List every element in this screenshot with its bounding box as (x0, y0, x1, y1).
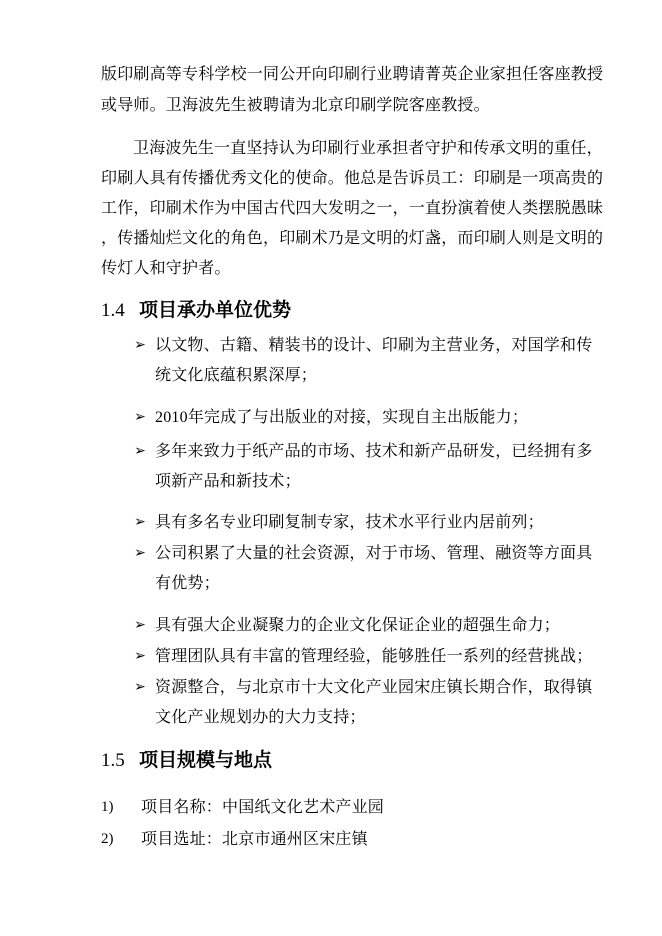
paragraph2-line-2: 印刷人具有传播优秀文化的使命。他总是告诉员工：印刷是一项高贵的 (101, 168, 604, 187)
bullet-8-line-2: 文化产业规划办的大力支持； (155, 707, 366, 726)
project-name-line: 项目名称：中国纸文化艺术产业园 (141, 797, 385, 816)
project-location-line: 项目选址：北京市通州区宋庄镇 (141, 829, 368, 848)
bullet-arrow-icon: ➢ (134, 648, 146, 664)
list-marker: 1) (101, 799, 114, 815)
section-title: 项目规模与地点 (139, 749, 273, 771)
intro-line-2: 或导师。卫海波先生被聘请为北京印刷学院客座教授。 (101, 95, 490, 114)
bullet-2-text: 年完成了与出版业的对接，实现自主出版能力； (187, 407, 529, 426)
paragraph2-line-5: 传灯人和守护者。 (101, 258, 231, 277)
intro-line-1: 版印刷高等专科学校一同公开向印刷行业聘请菁英企业家担任客座教授 (101, 64, 604, 83)
bullet-7-line-1: 管理团队具有丰富的管理经验，能够胜任一系列的经营挑战； (155, 646, 593, 665)
bullet-5-line-1: 公司积累了大量的社会资源，对于市场、管理、融资等方面具 (155, 543, 593, 562)
list-marker: 2) (101, 831, 114, 847)
section-title: 项目承办单位优势 (139, 299, 292, 321)
bullet-4-line-1: 具有多名专业印刷复制专家，技术水平行业内居前列； (155, 512, 544, 531)
bullet-1-line-1: 以文物、古籍、精装书的设计、印刷为主营业务，对国学和传 (155, 335, 593, 354)
bullet-arrow-icon: ➢ (134, 409, 146, 425)
section-heading-1-4 (101, 298, 291, 323)
bullet-arrow-icon: ➢ (134, 514, 146, 530)
bullet-8-line-1: 资源整合，与北京市十大文化产业园宋庄镇长期合作，取得镇 (155, 677, 593, 696)
bullet-2-line-1 (155, 407, 528, 428)
paragraph2-line-1: 卫海波先生一直坚持认为印刷行业承担者守护和传承文明的重任， (133, 138, 603, 157)
bullet-6-line-1: 具有强大企业凝聚力的企业文化保证企业的超强生命力； (155, 615, 561, 634)
bullet-2-year: 2010 (155, 409, 188, 426)
section-number: 1.5 (101, 750, 125, 771)
bullet-3-line-2: 项新产品和新技术； (155, 471, 301, 490)
paragraph2-line-4: ，传播灿烂文化的角色，印刷术乃是文明的灯盏，而印刷人则是文明的 (101, 228, 604, 247)
section-number: 1.4 (101, 300, 125, 321)
bullet-arrow-icon: ➢ (134, 679, 146, 695)
paragraph2-line-3: 工作，印刷术作为中国古代四大发明之一，一直扮演着使人类摆脱愚昧 (101, 198, 604, 217)
section-heading-1-5 (101, 748, 272, 773)
bullet-arrow-icon: ➢ (134, 617, 146, 633)
bullet-arrow-icon: ➢ (134, 337, 146, 353)
bullet-3-line-1: 多年来致力于纸产品的市场、技术和新产品研发，已经拥有多 (155, 441, 593, 460)
bullet-arrow-icon: ➢ (134, 443, 146, 459)
bullet-1-line-2: 统文化底蕴积累深厚； (155, 365, 318, 384)
bullet-arrow-icon: ➢ (134, 545, 146, 561)
bullet-5-line-2: 有优势； (155, 573, 220, 592)
